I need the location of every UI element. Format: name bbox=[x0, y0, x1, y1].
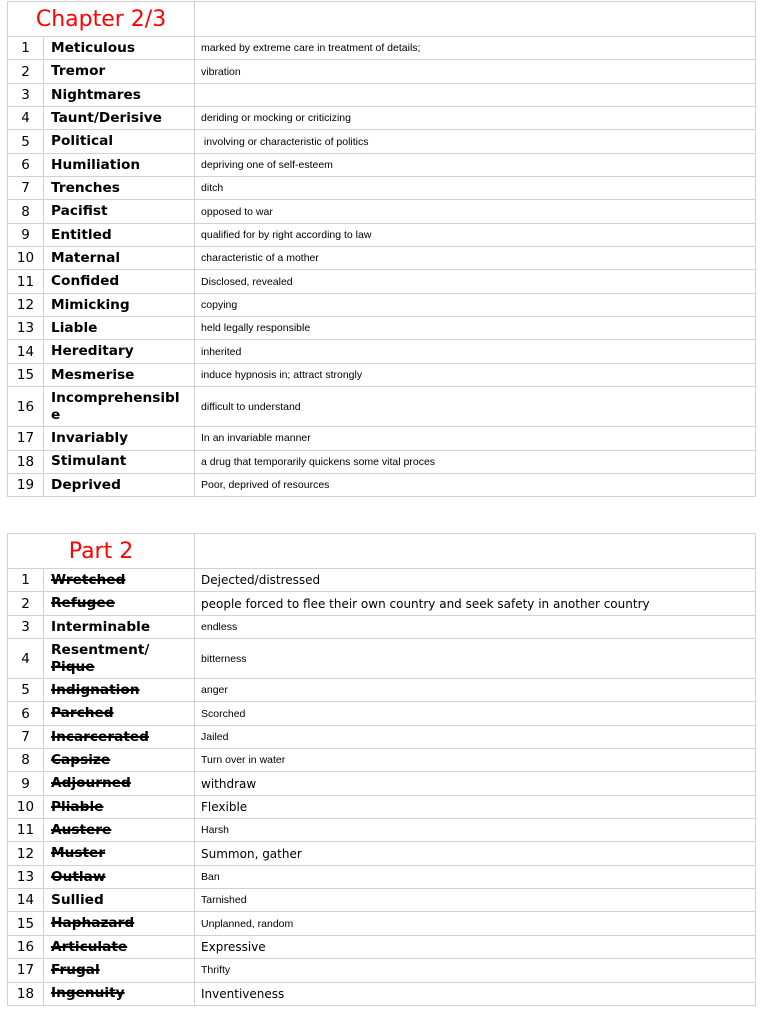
row-number: 5 bbox=[8, 130, 44, 153]
vocab-word-cell bbox=[44, 37, 195, 60]
table-row bbox=[8, 679, 756, 702]
word-definition: depriving one of self-esteem bbox=[195, 153, 756, 176]
row-number: 16 bbox=[8, 387, 44, 427]
table-row bbox=[8, 450, 756, 473]
vocab-word-cell bbox=[44, 702, 195, 725]
vocab-word: Trenches bbox=[51, 179, 120, 196]
vocab-word-cell bbox=[44, 340, 195, 363]
vocab-word: Outlaw bbox=[51, 868, 106, 885]
word-definition: Turn over in water bbox=[195, 749, 756, 772]
vocab-word: Pique bbox=[51, 658, 95, 675]
word-definition: Thrifty bbox=[195, 959, 756, 982]
word-definition: inherited bbox=[195, 340, 756, 363]
table-row bbox=[8, 889, 756, 912]
vocab-word: Invariably bbox=[51, 430, 129, 447]
row-number: 17 bbox=[8, 959, 44, 982]
word-definition: Disclosed, revealed bbox=[195, 270, 756, 293]
vocab-word: Mimicking bbox=[51, 296, 130, 313]
word-definition: Scorched bbox=[195, 702, 756, 725]
word-definition: Harsh bbox=[195, 819, 756, 842]
vocab-word: Meticulous bbox=[51, 39, 135, 56]
word-definition: Jailed bbox=[195, 725, 756, 748]
vocab-word-cell bbox=[44, 912, 195, 935]
table-row bbox=[8, 270, 756, 293]
row-number: 14 bbox=[8, 889, 44, 912]
row-number: 16 bbox=[8, 935, 44, 958]
vocab-word-cell bbox=[44, 60, 195, 83]
word-definition: characteristic of a mother bbox=[195, 247, 756, 270]
table-row bbox=[8, 982, 756, 1005]
table-row bbox=[8, 749, 756, 772]
vocab-word-cell bbox=[44, 450, 195, 473]
word-definition: withdraw bbox=[195, 772, 756, 795]
vocab-word: Parched bbox=[51, 705, 114, 722]
table-row bbox=[8, 387, 756, 427]
vocab-table-chapter-2-3 bbox=[7, 1, 756, 497]
row-number: 1 bbox=[8, 569, 44, 592]
word-definition: Flexible bbox=[195, 795, 756, 818]
vocab-word-cell bbox=[44, 427, 195, 450]
vocab-word: Political bbox=[51, 133, 114, 150]
word-definition: a drug that temporarily quickens some vital proces bbox=[195, 450, 756, 473]
table-row bbox=[8, 363, 756, 386]
row-number: 7 bbox=[8, 725, 44, 748]
vocab-word-cell bbox=[44, 959, 195, 982]
table-row bbox=[8, 107, 756, 130]
word-definition bbox=[195, 83, 756, 106]
vocab-word: Deprived bbox=[51, 476, 121, 493]
word-definition: copying bbox=[195, 293, 756, 316]
word-definition: Inventiveness bbox=[195, 982, 756, 1005]
word-definition: deriding or mocking or criticizing bbox=[195, 107, 756, 130]
vocab-word-cell bbox=[44, 387, 195, 427]
word-definition: people forced to flee their own country and seek safety in another country bbox=[195, 592, 756, 615]
word-definition: involving or characteristic of politics bbox=[195, 130, 756, 153]
vocab-word-cell bbox=[44, 247, 195, 270]
vocab-word: Pacifist bbox=[51, 203, 108, 220]
row-number: 2 bbox=[8, 592, 44, 615]
row-number: 15 bbox=[8, 912, 44, 935]
row-number: 18 bbox=[8, 982, 44, 1005]
row-number: 12 bbox=[8, 842, 44, 865]
vocab-word-cell bbox=[44, 889, 195, 912]
table-row bbox=[8, 247, 756, 270]
word-definition: Ban bbox=[195, 865, 756, 888]
vocab-word: Stimulant bbox=[51, 453, 127, 470]
row-number: 3 bbox=[8, 615, 44, 638]
vocab-word-cell bbox=[44, 317, 195, 340]
table-row bbox=[8, 37, 756, 60]
table-row bbox=[8, 130, 756, 153]
row-number: 7 bbox=[8, 177, 44, 200]
word-definition: qualified for by right according to law bbox=[195, 223, 756, 246]
word-definition: Tarnished bbox=[195, 889, 756, 912]
vocab-word: Articulate bbox=[51, 938, 128, 955]
table-row bbox=[8, 223, 756, 246]
vocab-word-cell bbox=[44, 725, 195, 748]
vocab-word-cell bbox=[44, 83, 195, 106]
vocab-word-cell bbox=[44, 107, 195, 130]
vocab-word: Mesmerise bbox=[51, 366, 135, 383]
row-number: 14 bbox=[8, 340, 44, 363]
table-row bbox=[8, 153, 756, 176]
vocab-word: Ingenuity bbox=[51, 985, 125, 1002]
table-row bbox=[8, 639, 756, 679]
vocab-word: Haphazard bbox=[51, 915, 135, 932]
row-number: 1 bbox=[8, 37, 44, 60]
vocab-word: Frugal bbox=[51, 962, 100, 979]
vocab-word: Humiliation bbox=[51, 156, 141, 173]
vocab-word: Nightmares bbox=[51, 86, 141, 103]
vocab-word-cell bbox=[44, 865, 195, 888]
vocab-word-cell bbox=[44, 293, 195, 316]
vocab-word: Confided bbox=[51, 273, 120, 290]
table-row bbox=[8, 772, 756, 795]
vocab-word: Interminable bbox=[51, 618, 151, 635]
vocab-word-cell bbox=[44, 363, 195, 386]
row-number: 9 bbox=[8, 223, 44, 246]
table-row bbox=[8, 702, 756, 725]
table-row bbox=[8, 200, 756, 223]
vocab-word: Liable bbox=[51, 320, 98, 337]
row-number: 4 bbox=[8, 639, 44, 679]
vocab-word: Capsize bbox=[51, 751, 111, 768]
row-number: 17 bbox=[8, 427, 44, 450]
table-row bbox=[8, 959, 756, 982]
vocab-word: Hereditary bbox=[51, 343, 134, 360]
vocab-word: Incomprehensible bbox=[51, 390, 180, 423]
vocab-word: Resentment/ bbox=[51, 642, 150, 659]
row-number: 19 bbox=[8, 473, 44, 496]
vocab-word: Austere bbox=[51, 822, 112, 839]
table-row bbox=[8, 83, 756, 106]
word-definition: induce hypnosis in; attract strongly bbox=[195, 363, 756, 386]
table-title: Part 2 bbox=[8, 534, 195, 569]
table-row bbox=[8, 795, 756, 818]
table-row bbox=[8, 819, 756, 842]
table-row bbox=[8, 935, 756, 958]
vocab-word-cell bbox=[44, 615, 195, 638]
vocab-word-cell bbox=[44, 819, 195, 842]
vocab-word: Sullied bbox=[51, 892, 104, 909]
vocab-word-cell bbox=[44, 842, 195, 865]
row-number: 4 bbox=[8, 107, 44, 130]
word-definition: held legally responsible bbox=[195, 317, 756, 340]
row-number: 10 bbox=[8, 247, 44, 270]
word-definition: vibration bbox=[195, 60, 756, 83]
vocab-word-cell bbox=[44, 592, 195, 615]
header-blank-cell bbox=[195, 534, 756, 569]
row-number: 13 bbox=[8, 317, 44, 340]
word-definition: bitterness bbox=[195, 639, 756, 679]
vocab-word: Muster bbox=[51, 845, 106, 862]
row-number: 2 bbox=[8, 60, 44, 83]
word-definition: anger bbox=[195, 679, 756, 702]
table-row bbox=[8, 473, 756, 496]
vocab-word-cell bbox=[44, 177, 195, 200]
vocab-word-cell bbox=[44, 130, 195, 153]
vocab-word: Entitled bbox=[51, 226, 112, 243]
vocab-word: Taunt/Derisive bbox=[51, 109, 162, 126]
vocab-word: Wretched bbox=[51, 571, 126, 588]
vocab-word-cell bbox=[44, 639, 195, 679]
vocab-word-cell bbox=[44, 935, 195, 958]
word-definition: marked by extreme care in treatment of details; bbox=[195, 37, 756, 60]
table-row bbox=[8, 60, 756, 83]
table-row bbox=[8, 317, 756, 340]
vocab-word-cell bbox=[44, 569, 195, 592]
row-number: 8 bbox=[8, 749, 44, 772]
vocab-word: Pliable bbox=[51, 798, 104, 815]
vocab-word-cell bbox=[44, 153, 195, 176]
row-number: 6 bbox=[8, 153, 44, 176]
row-number: 11 bbox=[8, 819, 44, 842]
table-row bbox=[8, 615, 756, 638]
vocab-word-cell bbox=[44, 473, 195, 496]
row-number: 6 bbox=[8, 702, 44, 725]
row-number: 5 bbox=[8, 679, 44, 702]
word-definition: ditch bbox=[195, 177, 756, 200]
vocab-word: Adjourned bbox=[51, 775, 131, 792]
vocab-word-cell bbox=[44, 679, 195, 702]
vocab-word-cell bbox=[44, 749, 195, 772]
word-definition: endless bbox=[195, 615, 756, 638]
word-definition: Expressive bbox=[195, 935, 756, 958]
table-row bbox=[8, 427, 756, 450]
vocab-word-cell bbox=[44, 772, 195, 795]
vocab-word-cell bbox=[44, 270, 195, 293]
row-number: 18 bbox=[8, 450, 44, 473]
table-row bbox=[8, 842, 756, 865]
table-title: Chapter 2/3 bbox=[8, 2, 195, 37]
row-number: 10 bbox=[8, 795, 44, 818]
word-definition: In an invariable manner bbox=[195, 427, 756, 450]
vocab-word-cell bbox=[44, 223, 195, 246]
vocab-word-cell bbox=[44, 982, 195, 1005]
table-row bbox=[8, 865, 756, 888]
row-number: 9 bbox=[8, 772, 44, 795]
row-number: 11 bbox=[8, 270, 44, 293]
word-definition: Dejected/distressed bbox=[195, 569, 756, 592]
table-header-row bbox=[8, 534, 756, 569]
word-definition: Poor, deprived of resources bbox=[195, 473, 756, 496]
table-row bbox=[8, 293, 756, 316]
table-row bbox=[8, 340, 756, 363]
vocab-word: Refugee bbox=[51, 595, 115, 612]
header-blank-cell bbox=[195, 2, 756, 37]
vocab-word-cell bbox=[44, 795, 195, 818]
table-header-row bbox=[8, 2, 756, 37]
table-row bbox=[8, 569, 756, 592]
row-number: 12 bbox=[8, 293, 44, 316]
vocab-word: Maternal bbox=[51, 250, 121, 267]
row-number: 8 bbox=[8, 200, 44, 223]
vocab-word: Incarcerated bbox=[51, 728, 149, 745]
word-definition: opposed to war bbox=[195, 200, 756, 223]
table-row bbox=[8, 912, 756, 935]
table-row bbox=[8, 592, 756, 615]
row-number: 13 bbox=[8, 865, 44, 888]
vocab-word: Indignation bbox=[51, 681, 140, 698]
vocab-word-cell bbox=[44, 200, 195, 223]
vocab-word: Tremor bbox=[51, 63, 106, 80]
word-definition: Summon, gather bbox=[195, 842, 756, 865]
table-row bbox=[8, 177, 756, 200]
vocab-table-part-2 bbox=[7, 533, 756, 1006]
row-number: 15 bbox=[8, 363, 44, 386]
row-number: 3 bbox=[8, 83, 44, 106]
word-definition: difficult to understand bbox=[195, 387, 756, 427]
table-row bbox=[8, 725, 756, 748]
word-definition: Unplanned, random bbox=[195, 912, 756, 935]
